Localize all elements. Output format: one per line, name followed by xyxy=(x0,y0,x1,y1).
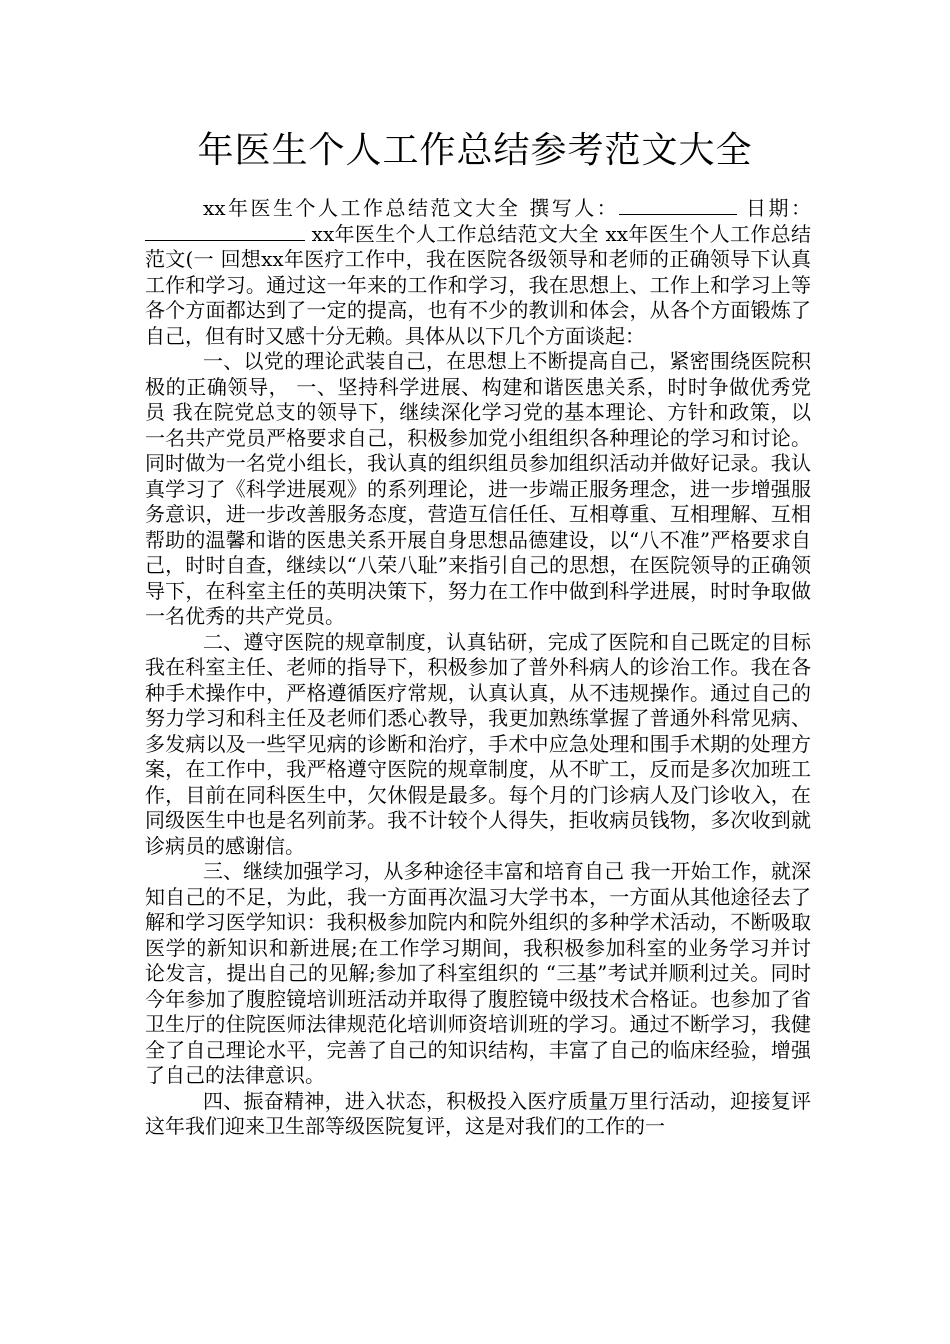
date-blank-line xyxy=(145,222,305,241)
body-paragraph-3: 三、继续加强学习，从多种途径丰富和培育自己 我一开始工作，就深知自己的不足，为此，我一方面再次温习大学书本，一方面从其他途径去了解和学习医学知识：我积极参加院内和院外组织的多种学术活动，不断吸取医学的新知识和新进展;在工作学习期间，我积极参加科室的业务学习并讨论发言，提出自己的见解;参加了科室组织的 “三基”考试并顺利过关。同时今年参加了腹腔镜培训班活动并取得了腹腔镜中级技术合格证。也参加了省卫生厅的住院医师法律规范化培训师资培训班的学习。通过不断学习，我健全了自己理论水平，完善了自己的知识结构，丰富了自己的临床经验，增强了自己的法律意识。 xyxy=(145,859,811,1087)
body-paragraph-4: 四、振奋精神，进入状态，积极投入医疗质量万里行活动，迎接复评 这年我们迎来卫生部等级医院复评，这是对我们的工作的一 xyxy=(145,1088,811,1138)
document-title: 年医生个人工作总结参考范文大全 xyxy=(197,130,753,171)
intro-text: xx年医生个人工作总结范文大全 xx年医生个人工作总结范文(一 回想xx年医疗工作中，我在医院各级领导和老师的正确领导下认真工作和学习。通过这一年来的工作和学习，我在思想上、工作上和学习上等各个方面都达到了一定的提高，也有不少的教训和体会，从各个方面锻炼了自己，但有时又感十分无赖。具体从以下几个方面谈起： xyxy=(145,221,811,348)
document-body xyxy=(145,196,811,1140)
author-blank-line xyxy=(619,196,737,215)
date-label: 日期： xyxy=(737,196,812,220)
body-paragraph-1: 一、以党的理论武装自己，在思想上不断提高自己，紧密围绕医院积极的正确领导， 一、坚持科学进展、构建和谐医患关系，时时争做优秀党员 我在院党总支的领导下，继续深化学习党的基本理论、方针和政策，以一名共产党员严格要求自己，积极参加党小组组织各种理论的学习和讨论。同时做为一名党小组长，我认真的组织组员参加组织活动并做好记录。我认真学习了《科学进展观》的系列理论，进一步端正服务理念，进一步增强服务意识，进一步改善服务态度，营造互信任任、互相尊重、互相理解、互相帮助的温馨和谐的医患关系开展自身思想品德建设，以“八不准”严格要求自己，时时自查，继续以“八荣八耻”来指引自己的思想，在医院领导的正确领导下，在科室主任的英明决策下，努力在工作中做到科学进展，时时争取做一名优秀的共产党员。 xyxy=(145,349,811,628)
intro-paragraph xyxy=(145,196,811,349)
body-paragraph-2: 二、遵守医院的规章制度，认真钻研，完成了医院和自己既定的目标 我在科室主任、老师的指导下，积极参加了普外科病人的诊治工作。我在各种手术操作中，严格遵循医疗常规，认真认真，从不违规操作。通过自己的努力学习和科主任及老师们悉心教导，我更加熟练掌握了普通外科常见病、多发病以及一些罕见病的诊断和治疗，手术中应急处理和围手术期的处理方案，在工作中，我严格遵守医院的规章制度，从不旷工，反而是多次加班工作，目前在同科医生中，欠休假是最多。每个月的门诊病人及门诊收入，在同级医生中也是名列前茅。我不计较个人得失，拒收病员钱物，多次收到就诊病员的感谢信。 xyxy=(145,629,811,858)
intro-prefix: xx年医生个人工作总结范文大全 撰写人： xyxy=(203,196,620,220)
